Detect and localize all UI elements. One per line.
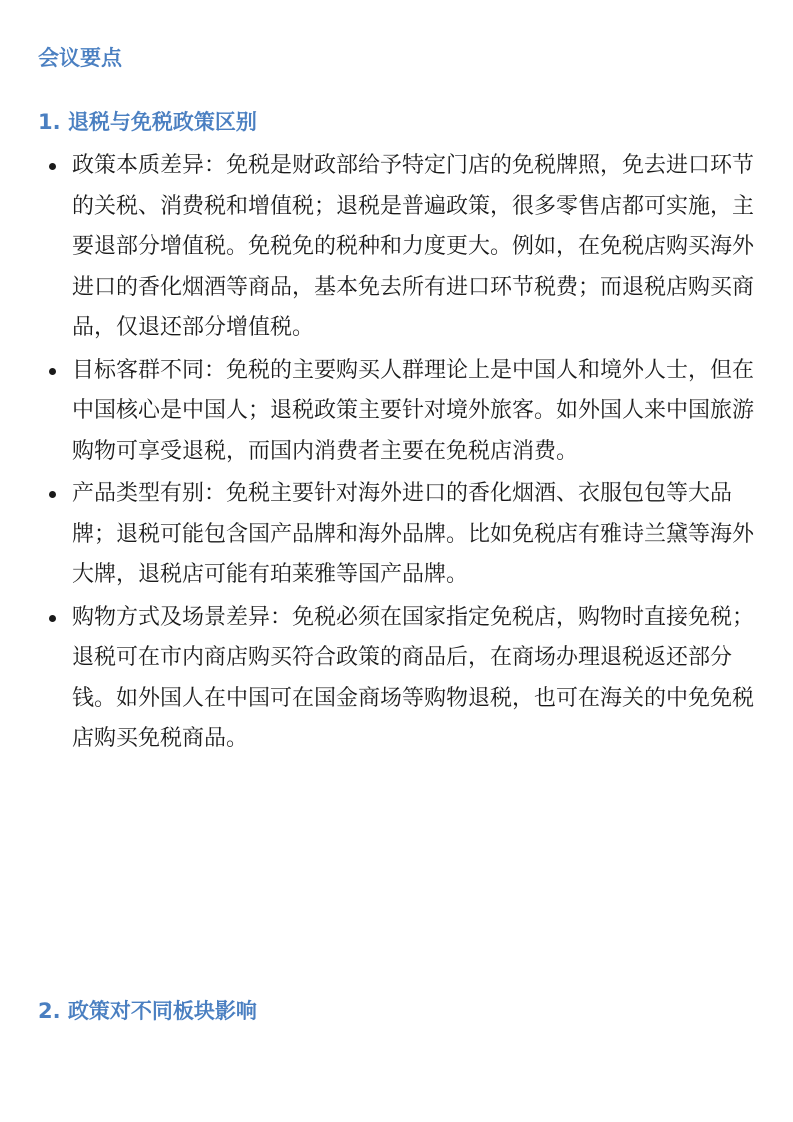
bullet-item-shopping-method xyxy=(38,598,756,760)
bullet-item-product-types xyxy=(38,474,756,596)
bullet-item-target-customers xyxy=(38,351,756,473)
section-heading-1: 1. 退税与免税政策区别 xyxy=(38,110,257,134)
bullet-text: 产品类型有别：免税主要针对海外进口的香化烟酒、衣服包包等大品牌；退税可能包含国产品牌和海外品牌。比如免税店有雅诗兰黛等海外大牌，退税店可能有珀莱雅等国产品牌。 xyxy=(72,481,755,587)
document-title: 会议要点 xyxy=(38,46,122,70)
bullet-dot-icon xyxy=(49,368,56,375)
bullet-text: 目标客群不同：免税的主要购买人群理论上是中国人和境外人士，但在中国核心是中国人；退税政策主要针对境外旅客。如外国人来中国旅游购物可享受退税，而国内消费者主要在免税店消费。 xyxy=(72,357,755,464)
bullet-dot-icon xyxy=(49,163,56,170)
bullet-dot-icon xyxy=(49,615,56,622)
bullet-text: 购物方式及场景差异：免税必须在国家指定免税店，购物时直接免税；退税可在市内商店购买符合政策的商品后，在商场办理退税返还部分钱。如外国人在中国可在国金商场等购物退税，也可在海关的中免免税店购买免税商品。 xyxy=(72,604,755,751)
bullet-dot-icon xyxy=(49,491,56,498)
bullet-text: 政策本质差异：免税是财政部给予特定门店的免税牌照，免去进口环节的关税、消费税和增值税；退税是普遍政策，很多零售店都可实施，主要退部分增值税。免税免的税种和力度更大。例如，在免税店购买海外进口的香化烟酒等商品，基本免去所有进口环节税费；而退税店购买商品，仅退还部分增值税。 xyxy=(72,153,755,340)
bullet-item-policy-nature xyxy=(38,146,756,349)
section-1-bullet-list xyxy=(38,146,756,762)
section-heading-2: 2. 政策对不同板块影响 xyxy=(38,999,257,1023)
